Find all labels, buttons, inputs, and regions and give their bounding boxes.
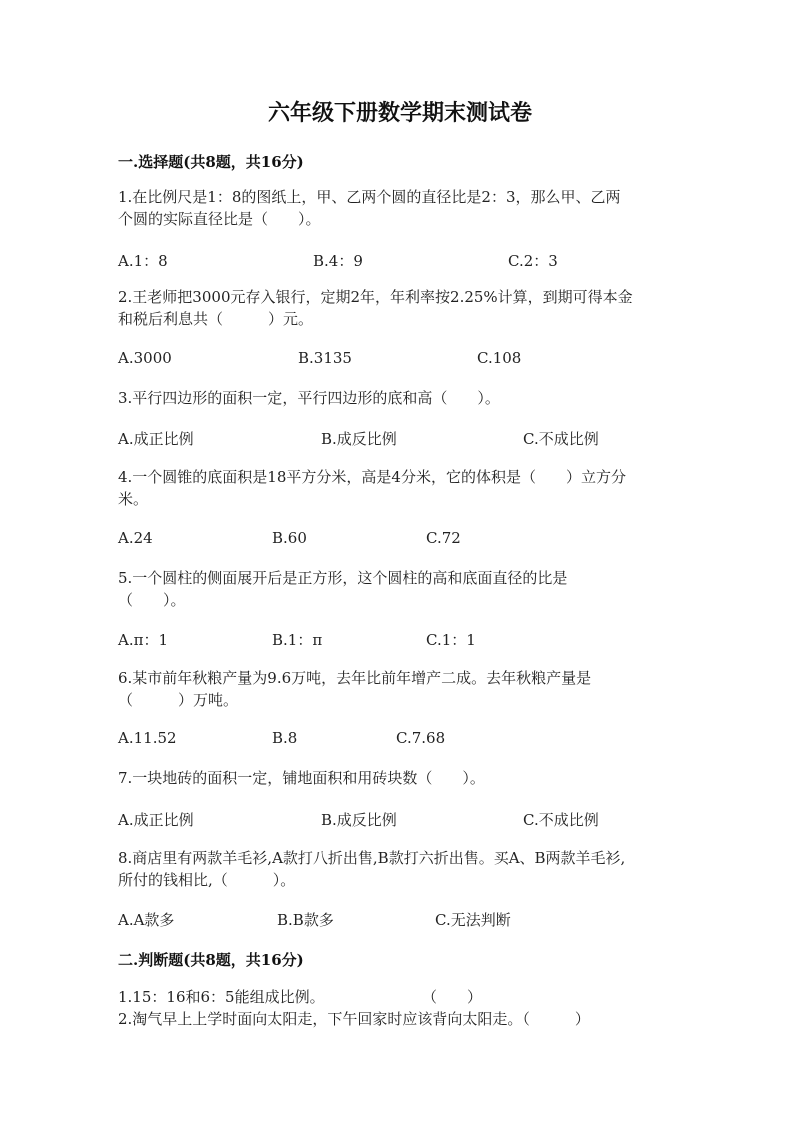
question-5 xyxy=(118,567,567,611)
question-6 xyxy=(118,667,591,711)
question-line: （ ）万吨。 xyxy=(118,691,239,709)
question-line: 1.在比例尺是1：8的图纸上，甲、乙两个圆的直径比是2：3，那么甲、乙两 xyxy=(118,188,621,206)
question-line: 6.某市前年秋粮产量为9.6万吨，去年比前年增产二成。去年秋粮产量是 xyxy=(118,669,592,687)
option-b: B.成反比例 xyxy=(321,811,397,829)
question-7 xyxy=(118,767,485,789)
section-heading-judgment: 二.判断题(共8题，共16分) xyxy=(118,951,304,969)
section-heading-choice: 一.选择题(共8题，共16分) xyxy=(118,153,304,171)
question-line: 个圆的实际直径比是（ ）。 xyxy=(118,210,321,228)
question-line: 4.一个圆锥的底面积是18平方分米，高是4分米，它的体积是（ ）立方分 xyxy=(118,468,626,486)
option-c: C.不成比例 xyxy=(523,430,599,448)
question-line: 8.商店里有两款羊毛衫,A款打八折出售,B款打六折出售。买A、B两款羊毛衫, xyxy=(118,849,626,867)
option-b: B.3135 xyxy=(298,349,352,367)
question-line: 3.平行四边形的面积一定，平行四边形的底和高（ ）。 xyxy=(118,389,500,407)
judgment-question-2: 2.淘气早上上学时面向太阳走，下午回家时应该背向太阳走。（ ） xyxy=(118,1010,590,1028)
option-c: C.72 xyxy=(426,529,461,547)
question-line: 米。 xyxy=(118,490,149,508)
option-c: C.不成比例 xyxy=(523,811,599,829)
question-line: 所付的钱相比,（ ）。 xyxy=(118,871,296,889)
option-c: C.2：3 xyxy=(508,252,558,270)
option-b: B.1：π xyxy=(272,631,323,649)
option-a: A.24 xyxy=(118,529,153,547)
option-b: B.60 xyxy=(272,529,307,547)
question-3 xyxy=(118,387,500,409)
option-a: A.π：1 xyxy=(118,631,169,649)
question-4 xyxy=(118,466,626,510)
option-b: B.4：9 xyxy=(313,252,363,270)
question-line: 5.一个圆柱的侧面展开后是正方形，这个圆柱的高和底面直径的比是 xyxy=(118,569,568,587)
option-b: B.B款多 xyxy=(277,911,334,929)
question-line: （ ）。 xyxy=(118,591,186,609)
option-c: C.1：1 xyxy=(426,631,476,649)
question-line: 7.一块地砖的面积一定，铺地面积和用砖块数（ ）。 xyxy=(118,769,485,787)
option-a: A.成正比例 xyxy=(118,811,194,829)
option-c: C.无法判断 xyxy=(435,911,511,929)
option-a: A.1：8 xyxy=(118,252,168,270)
option-b: B.成反比例 xyxy=(321,430,397,448)
option-a: A.3000 xyxy=(118,349,172,367)
option-a: A.A款多 xyxy=(118,911,175,929)
question-1 xyxy=(118,186,621,230)
question-line: 2.王老师把3000元存入银行，定期2年，年利率按2.25%计算，到期可得本金 xyxy=(118,288,633,306)
question-8 xyxy=(118,847,625,891)
page-title: 六年级下册数学期末测试卷 xyxy=(267,100,532,126)
option-a: A.11.52 xyxy=(118,729,177,747)
answer-bracket: （ ） xyxy=(422,988,483,1006)
option-b: B.8 xyxy=(272,729,298,747)
option-c: C.7.68 xyxy=(396,729,446,747)
question-2 xyxy=(118,286,633,330)
judgment-question-1: 1.15：16和6：5能组成比例。 xyxy=(118,988,325,1006)
option-a: A.成正比例 xyxy=(118,430,194,448)
option-c: C.108 xyxy=(477,349,522,367)
question-line: 和税后利息共（ ）元。 xyxy=(118,310,314,328)
